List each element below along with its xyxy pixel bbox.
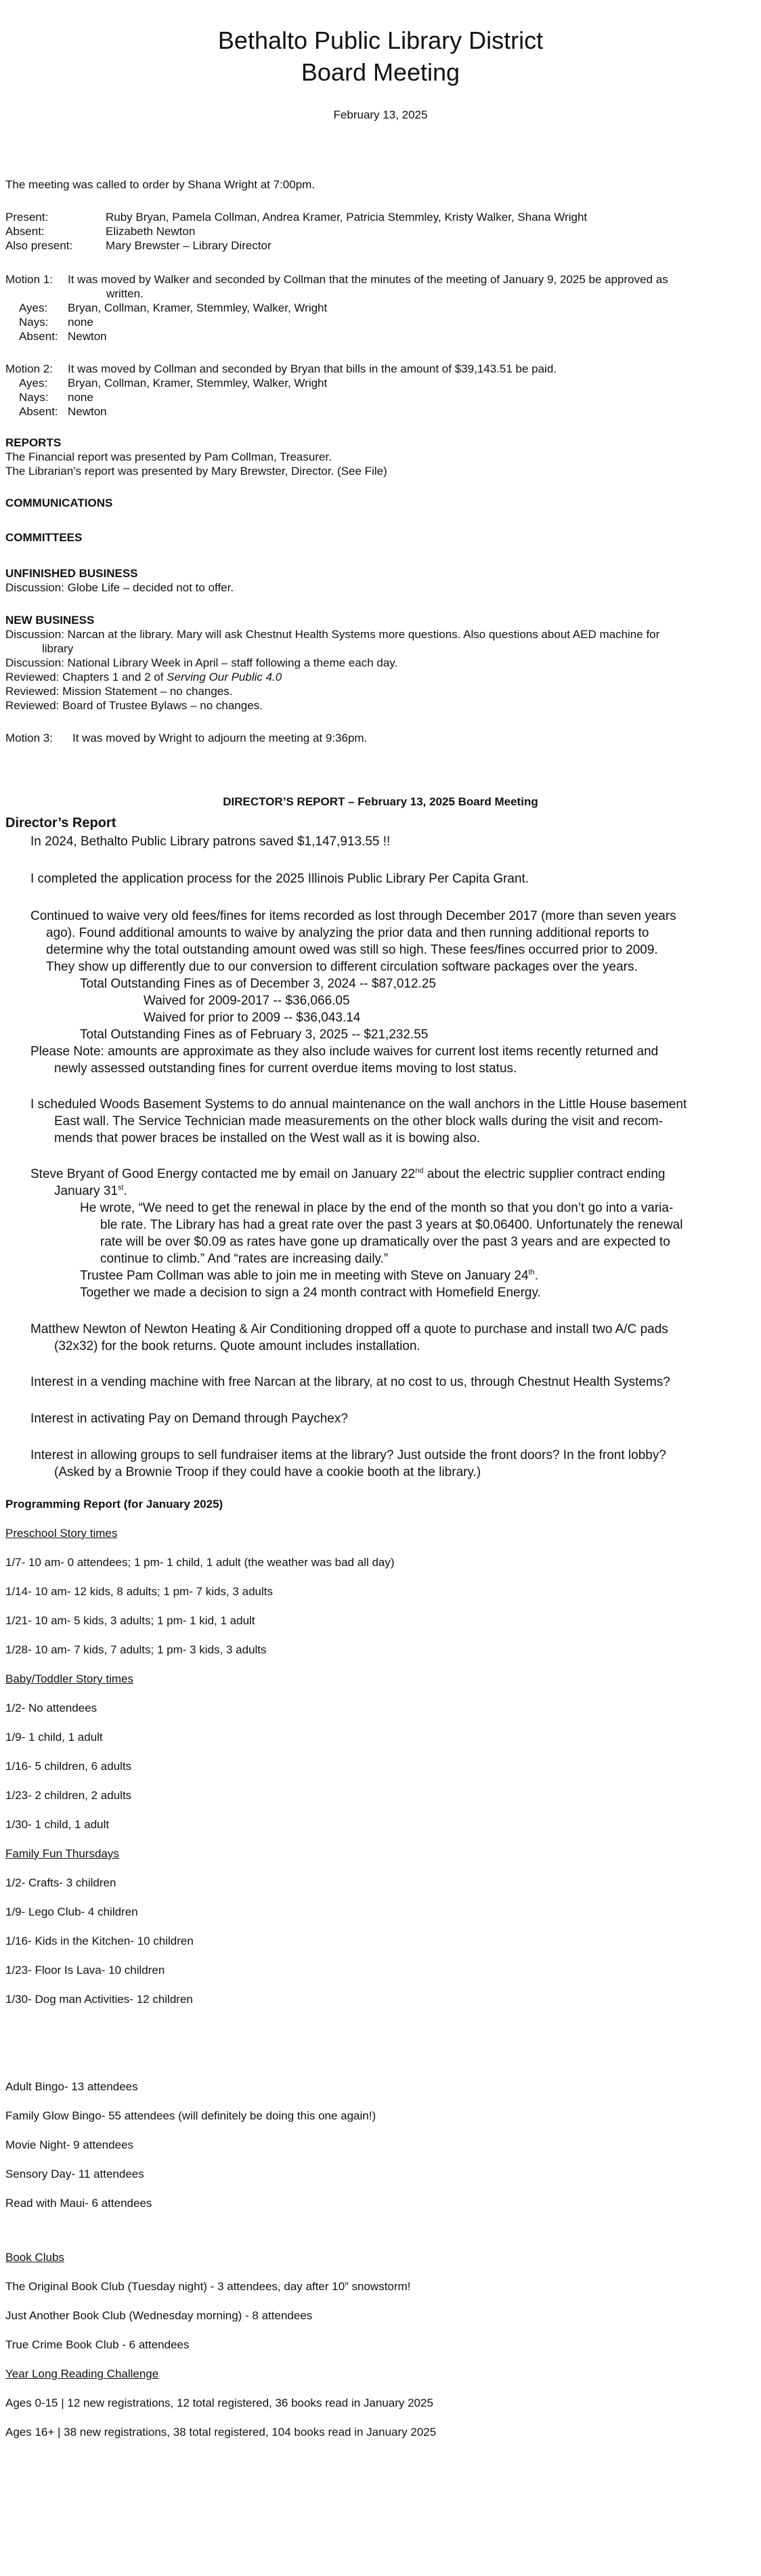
motion-text: It was moved by Wright to adjourn the meeting at 9:36pm. — [72, 732, 368, 744]
quote-line: He wrote, “We need to get the renewal in place by the end of the month so that you don’t go into a varia- — [80, 1201, 674, 1215]
attendance-value: Mary Brewster – Library Director — [106, 239, 271, 252]
list-item: Read with Maui- 6 attendees — [5, 2197, 152, 2210]
vote-label: Ayes: — [19, 301, 48, 314]
attendance-row — [5, 224, 195, 239]
superscript: nd — [415, 1166, 424, 1175]
list-item: Family Glow Bingo- 55 attendees (will definitely be doing this one again!) — [5, 2109, 376, 2122]
list-item: 1/30- Dog man Activities- 12 children — [5, 1993, 193, 2006]
vote-row — [19, 329, 107, 344]
vote-row — [19, 390, 93, 405]
fines-waived: Waived for prior to 2009 -- $36,043.14 — [144, 1011, 361, 1025]
list-item: The Original Book Club (Tuesday night) - 3 attendees, day after 10” snowstorm! — [5, 2280, 411, 2293]
document-title: Bethalto Public Library District — [217, 26, 544, 54]
text-run: January 31 — [54, 1184, 118, 1198]
report-line: Continued to waive very old fees/fines for items recorded as lost through December 2017 (more than seven years — [30, 909, 676, 923]
call-to-order: The meeting was called to order by Shana Wright at 7:00pm. — [5, 178, 316, 191]
list-item: 1/16- Kids in the Kitchen- 10 children — [5, 1935, 194, 1947]
list-item: Adult Bingo- 13 attendees — [5, 2080, 138, 2093]
list-item: 1/9- Lego Club- 4 children — [5, 1905, 138, 1918]
vote-label: Ayes: — [19, 377, 48, 389]
report-line: I scheduled Woods Basement Systems to do annual maintenance on the wall anchors in the Little House basement — [30, 1097, 687, 1112]
attendance-value: Elizabeth Newton — [106, 225, 196, 238]
fines-waived: Waived for 2009-2017 -- $36,066.05 — [144, 994, 350, 1008]
report-line: East wall. The Service Technician made measurements on the other block walls during the visit and recom- — [54, 1114, 664, 1128]
report-line — [80, 1267, 538, 1284]
text-run: Steve Bryant of Good Energy contacted me by email on January 22 — [30, 1167, 416, 1181]
superscript: st — [118, 1183, 124, 1192]
report-line: newly assessed outstanding fines for current overdue items moving to lost status. — [54, 1061, 517, 1076]
baby-toddler-heading: Baby/Toddler Story times — [5, 1672, 133, 1685]
report-paragraph: I completed the application process for the 2025 Illinois Public Library Per Capita Grant. — [30, 872, 529, 886]
vote-value: Bryan, Collman, Kramer, Stemmley, Walker, Wright — [68, 301, 328, 314]
book-title: Serving Our Public 4.0 — [167, 671, 282, 683]
attendance-row — [5, 210, 587, 225]
directors-report-heading: DIRECTOR’S REPORT – February 13, 2025 Board Meeting — [223, 795, 538, 808]
vote-value: Newton — [68, 330, 107, 343]
motion-label: Motion 3: — [5, 732, 53, 744]
attendance-value: Ruby Bryan, Pamela Collman, Andrea Kramer, Patricia Stemmley, Kristy Walker, Shana Wright — [106, 211, 588, 224]
superscript: th — [528, 1268, 535, 1277]
report-line — [30, 1166, 665, 1183]
attendance-label: Also present: — [5, 239, 73, 252]
report-line: The Librarian’s report was presented by Mary Brewster, Director. (See File) — [5, 465, 387, 478]
text-run: . — [534, 1269, 538, 1283]
vote-row — [19, 301, 327, 316]
meeting-date: February 13, 2025 — [333, 108, 428, 121]
vote-label: Nays: — [19, 316, 49, 329]
communications-heading: COMMUNICATIONS — [5, 497, 113, 509]
vote-label: Nays: — [19, 391, 49, 404]
list-item: 1/2- Crafts- 3 children — [5, 1876, 116, 1889]
text-run: . — [123, 1184, 127, 1198]
new-business-item-continued: library — [42, 642, 74, 655]
list-item: 1/21- 10 am- 5 kids, 3 adults; 1 pm- 1 kid, 1 adult — [5, 1614, 255, 1627]
list-item: Movie Night- 9 attendees — [5, 2138, 133, 2151]
text-run: Trustee Pam Collman was able to join me in meeting with Steve on January 24 — [80, 1269, 529, 1283]
directors-report-subheading: Director’s Report — [5, 816, 116, 830]
fines-total: Total Outstanding Fines as of February 3, 2025 -- $21,232.55 — [80, 1028, 429, 1042]
report-line: Interest in allowing groups to sell fundraiser items at the library? Just outside the front doors? In the front lobby? — [30, 1448, 666, 1462]
chapters-text: Reviewed: Chapters 1 and 2 of — [5, 671, 167, 683]
list-item: 1/16- 5 children, 6 adults — [5, 1760, 132, 1773]
attendance-label: Present: — [5, 211, 49, 224]
vote-label: Absent: — [19, 330, 58, 343]
vote-value: Bryan, Collman, Kramer, Stemmley, Walker, Wright — [68, 377, 328, 389]
new-business-item: Discussion: National Library Week in April – staff following a theme each day. — [5, 656, 398, 669]
report-line: (Asked by a Brownie Troop if they could have a cookie booth at the library.) — [54, 1465, 481, 1479]
vote-value: none — [68, 391, 93, 404]
document-subtitle: Board Meeting — [301, 58, 460, 86]
list-item: 1/30- 1 child, 1 adult — [5, 1818, 110, 1831]
vote-row — [19, 315, 93, 330]
motion-text: It was moved by Walker and seconded by Collman that the minutes of the meeting of January 9, 2025 be approved as — [68, 273, 668, 286]
family-fun-heading: Family Fun Thursdays — [5, 1847, 119, 1860]
report-line: (32x32) for the book returns. Quote amount includes installation. — [54, 1339, 420, 1353]
motion-1 — [5, 272, 668, 287]
report-paragraph: Interest in a vending machine with free Narcan at the library, at no cost to us, through Chestnut Health Systems? — [30, 1375, 670, 1389]
report-paragraph: In 2024, Bethalto Public Library patrons saved $1,147,913.55 !! — [30, 835, 391, 849]
motion-2 — [5, 362, 557, 377]
fines-total: Total Outstanding Fines as of December 3, 2024 -- $87,012.25 — [80, 977, 436, 991]
report-paragraph: Interest in activating Pay on Demand through Paychex? — [30, 1412, 348, 1426]
list-item: Ages 0-15 | 12 new registrations, 12 total registered, 36 books read in January 2025 — [5, 2396, 433, 2409]
motion-label: Motion 1: — [5, 273, 53, 286]
report-line: Together we made a decision to sign a 24 month contract with Homefield Energy. — [80, 1286, 541, 1300]
list-item: Just Another Book Club (Wednesday morning) - 8 attendees — [5, 2309, 313, 2322]
list-item: Ages 16+ | 38 new registrations, 38 total registered, 104 books read in January 2025 — [5, 2426, 437, 2438]
attendance-label: Absent: — [5, 225, 45, 238]
new-business-item — [5, 670, 282, 685]
quote-line: rate will be over $0.09 as rates have gone up dramatically over the past 3 years and are expected to — [100, 1235, 670, 1249]
attendance-row — [5, 238, 271, 253]
motion-text: It was moved by Collman and seconded by Bryan that bills in the amount of $39,143.51 be paid. — [68, 362, 557, 375]
list-item: Sensory Day- 11 attendees — [5, 2168, 144, 2180]
list-item: 1/28- 10 am- 7 kids, 7 adults; 1 pm- 3 kids, 3 adults — [5, 1643, 267, 1656]
text-run: about the electric supplier contract ending — [423, 1167, 666, 1181]
reports-heading: REPORTS — [5, 436, 62, 449]
quote-line: ble rate. The Library has had a great rate over the past 3 years at $0.06400. Unfortunately the renewal — [100, 1218, 683, 1232]
motion-label: Motion 2: — [5, 362, 53, 375]
report-line: Matthew Newton of Newton Heating & Air Conditioning dropped off a quote to purchase and install two A/C pads — [30, 1322, 668, 1336]
new-business-item: Discussion: Narcan at the library. Mary will ask Chestnut Health Systems more questions. Also questions about AED machine for — [5, 628, 660, 641]
motion-3 — [5, 731, 367, 746]
list-item: 1/14- 10 am- 12 kids, 8 adults; 1 pm- 7 kids, 3 adults — [5, 1585, 273, 1598]
list-item: 1/23- Floor Is Lava- 10 children — [5, 1964, 165, 1977]
report-line: Please Note: amounts are approximate as they also include waives for current lost items recently returned and — [30, 1044, 659, 1059]
motion-text-continued: written. — [106, 287, 144, 300]
vote-label: Absent: — [19, 405, 58, 418]
list-item: 1/7- 10 am- 0 attendees; 1 pm- 1 child, 1 adult (the weather was bad all day) — [5, 1556, 395, 1569]
book-clubs-heading: Book Clubs — [5, 2251, 64, 2264]
report-line: They show up differently due to our conversion to different circulation software packages over the years. — [46, 960, 638, 974]
report-line: determine why the total outstanding amount owed was still so high. These fees/fines occurred prior to 2009. — [46, 943, 658, 957]
preschool-heading: Preschool Story times — [5, 1527, 118, 1540]
new-business-heading: NEW BUSINESS — [5, 614, 95, 627]
report-line: The Financial report was presented by Pam Collman, Treasurer. — [5, 450, 332, 463]
list-item: True Crime Book Club - 6 attendees — [5, 2338, 190, 2351]
vote-value: Newton — [68, 405, 107, 418]
quote-line: continue to climb.” And “rates are increasing daily.” — [100, 1252, 389, 1266]
reading-challenge-heading: Year Long Reading Challenge — [5, 2367, 159, 2380]
new-business-item: Reviewed: Mission Statement – no changes. — [5, 685, 233, 698]
vote-value: none — [68, 316, 93, 329]
report-line: mends that power braces be installed on the West wall as it is bowing also. — [54, 1131, 481, 1145]
vote-row — [19, 404, 107, 419]
list-item: 1/2- No attendees — [5, 1702, 97, 1714]
programming-heading: Programming Report (for January 2025) — [5, 1498, 223, 1511]
list-item: 1/23- 2 children, 2 adults — [5, 1789, 132, 1802]
unfinished-business-heading: UNFINISHED BUSINESS — [5, 567, 138, 580]
report-line: ago). Found additional amounts to waive by analyzing the prior data and then running additional reports to — [46, 926, 649, 940]
new-business-item: Reviewed: Board of Trustee Bylaws – no changes. — [5, 699, 263, 712]
list-item: 1/9- 1 child, 1 adult — [5, 1731, 103, 1744]
vote-row — [19, 376, 327, 391]
report-line — [54, 1183, 127, 1200]
unfinished-business-item: Discussion: Globe Life – decided not to offer. — [5, 581, 234, 594]
committees-heading: COMMITTEES — [5, 531, 83, 544]
